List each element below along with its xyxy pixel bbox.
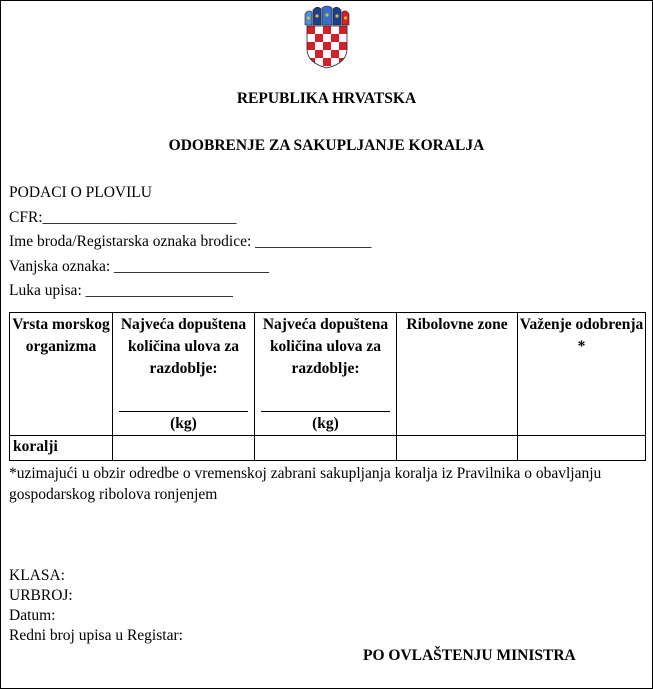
table-cell	[518, 436, 646, 461]
table-cell	[255, 436, 397, 461]
country-heading: REPUBLIKA HRVATSKA	[236, 90, 417, 107]
table-cell: koralji	[10, 436, 113, 461]
checkered-shield	[307, 26, 347, 69]
column-header-max-catch-2: Najveća dopuštena količina ulova za razdoblje: (kg)	[255, 313, 397, 436]
signature-line: PO OVLAŠTENJU MINISTRA	[363, 647, 576, 664]
croatian-coat-of-arms	[302, 5, 352, 69]
registry-number-field: Redni broj upisa u Registar:	[9, 627, 183, 644]
unit-label: (kg)	[312, 415, 339, 432]
document-title: ODOBRENJE ZA SAKUPLJANJE KORALJA	[168, 137, 485, 154]
column-header-validity: Važenje odobrenja *	[518, 313, 646, 436]
column-header-species: Vrsta morskog organizma	[10, 313, 113, 436]
table-row	[10, 436, 646, 461]
date-field: Datum:	[9, 607, 56, 624]
external-mark-field: Vanjska oznaka: ____________________	[9, 258, 270, 275]
port-of-registry-field: Luka upisa: ___________________	[9, 282, 233, 299]
table-cell	[113, 436, 255, 461]
vessel-section-title: PODACI O PLOVILU	[9, 184, 152, 201]
unit-label: (kg)	[170, 415, 197, 432]
urbroj-field: URBROJ:	[9, 587, 73, 604]
catch-limit-table	[9, 312, 646, 461]
footnote: *uzimajući u obzir odredbe o vremenskoj zabrani sakupljanja koralja iz Pravilnika o obavljanju gospodarskog ribolova ronjenjem	[9, 465, 602, 503]
period-blank-line	[119, 411, 248, 412]
vessel-name-field: Ime broda/Registarska oznaka brodice: _______________	[9, 233, 372, 250]
period-blank-line	[261, 411, 390, 412]
column-header-fishing-zones: Ribolovne zone	[397, 313, 518, 436]
klasa-field: KLASA:	[9, 567, 65, 584]
cfr-field: CFR:_________________________	[9, 209, 237, 226]
table-cell	[397, 436, 518, 461]
table-header-row	[10, 313, 646, 436]
column-header-max-catch-1: Najveća dopuštena količina ulova za razdoblje: (kg)	[113, 313, 255, 436]
crown	[305, 6, 349, 25]
